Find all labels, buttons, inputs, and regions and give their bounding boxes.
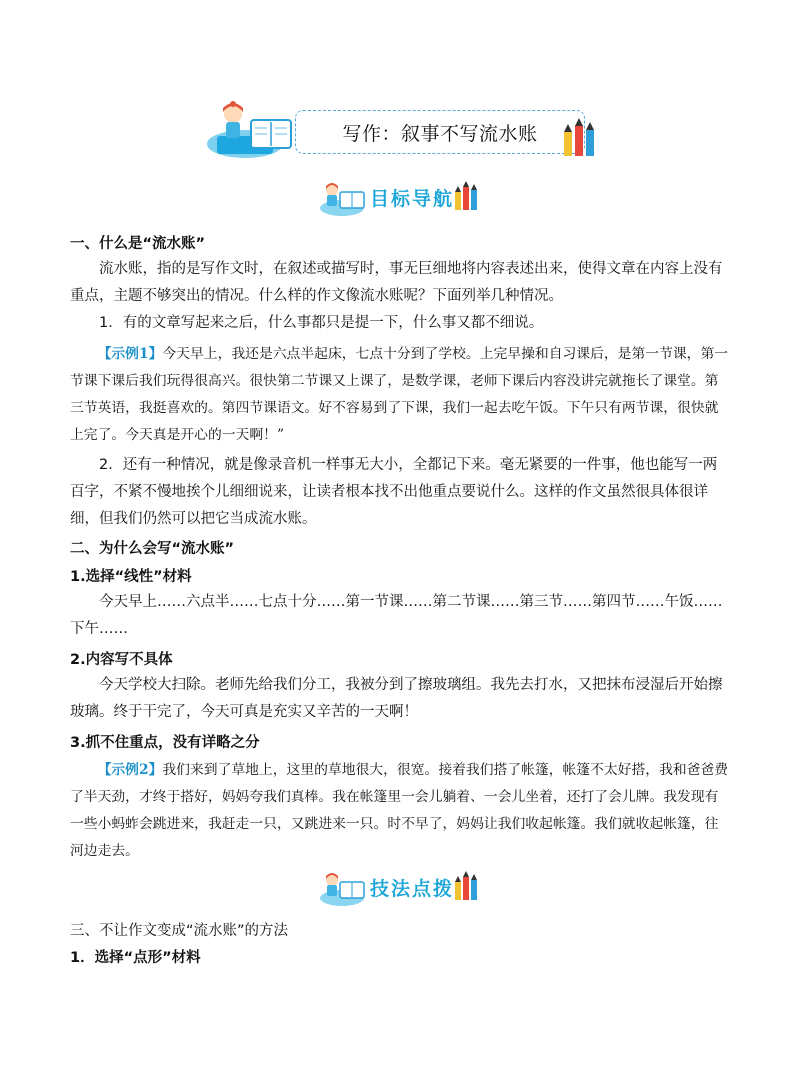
section-2-heading: 二、为什么会写“流水账” — [70, 541, 235, 557]
girl-reading-icon — [205, 98, 305, 162]
example-2-text: 我们来到了草地上，这里的草地很大，很宽。接着我们搭了帐篷，帐篷不太好搭，我和爸爸费了半天劲，才终于搭好，妈妈夸我们真棒。我在帐篷里一会儿躺着、一会儿坐着，还打了会儿牌。我发现有一些小蚂蚱会跳进来，我赶走一只，又跳进来一只。时不早了，妈妈让我们收起帐篷。我们就收起帐篷，往河边走去。 — [70, 762, 729, 859]
badge-nav — [318, 180, 478, 220]
example-1 — [70, 341, 730, 449]
title-frame — [295, 110, 585, 154]
section-3-sub-1: 1．选择“点形”材料 — [70, 950, 201, 966]
section-1-paragraph: 流水账，指的是写作文时，在叙述或描写时，事无巨细地将内容表述出来，使得文章在内容上没有重点，主题不够突出的情况。什么样的作文像流水账呢？下面列举几种情况。 — [70, 261, 723, 304]
section-1-item-1: 1．有的文章写起来之后，什么事都只是提一下，什么事又都不细说。 — [99, 315, 544, 331]
section-3-heading: 三、不让作文变成“流水账”的方法 — [70, 923, 289, 939]
title-banner — [205, 98, 605, 162]
badge-tips — [318, 870, 478, 910]
girl-book-icon — [318, 180, 370, 218]
example-1-text: 今天早上，我还是六点半起床，七点十分到了学校。上完早操和自习课后，是第一节课，第一节课下课后我们玩得很高兴。很快第二节课又上课了，是数学课，老师下课后内容没讲完就拖长了课堂。第三节英语，我挺喜欢的。第四节课语文。好不容易到了下课，我们一起去吃午饭。下午只有两节课，很快就上完了。今天真是开心的一天啊！” — [70, 346, 729, 443]
section-2-sub-1-text: 今天早上……六点半……七点十分……第一节课……第二节课……第三节……第四节……午饭……下午…… — [70, 594, 723, 637]
girl-book-icon — [318, 870, 370, 908]
section-2-sub-2-text: 今天学校大扫除。老师先给我们分工，我被分到了擦玻璃组。我先去打水，又把抹布浸湿后开始擦玻璃。终于干完了，今天可真是充实又辛苦的一天啊！ — [70, 677, 723, 720]
section-1-heading: 一、什么是“流水账” — [70, 236, 206, 252]
example-2 — [70, 757, 730, 865]
pencils-icon — [454, 870, 478, 902]
example-2-tag: 【示例2】 — [97, 762, 163, 778]
pencils-icon — [454, 180, 478, 212]
pencils-icon — [560, 116, 605, 158]
section-2-sub-2: 2.内容写不具体 — [70, 652, 173, 668]
section-2-sub-1: 1.选择“线性”材料 — [70, 569, 192, 585]
page-title: 写作：叙事不写流水账 — [342, 122, 538, 145]
example-1-tag: 【示例1】 — [97, 346, 163, 362]
section-1-item-2: 2．还有一种情况，就是像录音机一样事无大小，全都记下来。毫无紧要的一件事，他也能写一两百字，不紧不慢地挨个儿细细说来，让读者根本找不出他重点要说什么。这样的作文虽然很具体很详细，但我们仍然可以把它当成流水账。 — [70, 457, 718, 527]
section-2-sub-3: 3.抓不住重点，没有详略之分 — [70, 735, 260, 751]
badge-tips-label: 技法点拨 — [370, 878, 455, 900]
badge-nav-label: 目标导航 — [370, 188, 455, 210]
